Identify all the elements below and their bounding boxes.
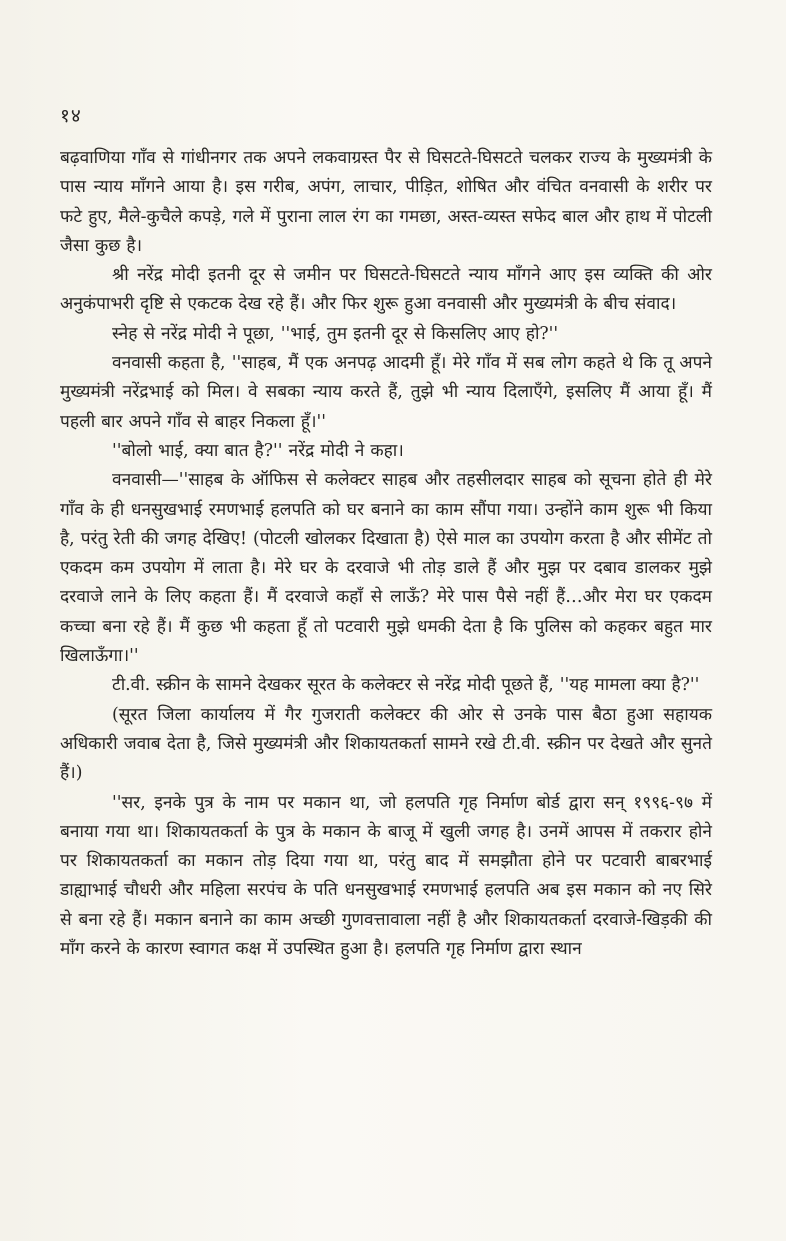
page-number: १४: [60, 105, 82, 127]
paragraph: स्नेह से नरेंद्र मोदी ने पूछा, ''भाई, तुम इतनी दूर से किसलिए आए हो?'': [112, 323, 559, 344]
paragraph: (सूरत जिला कार्यालय में गैर गुजराती कलेक्टर की ओर से उनके पास बैठा हुआ सहायक अधिकारी जवाब देता है, जिसे मुख्यमंत्री और शिकायतकर्ता सामने रखे टी.वी. स्क्रीन पर देखते और सुनते हैं।): [60, 704, 712, 784]
paragraph: ''सर, इनके पुत्र के नाम पर मकान था, जो हलपति गृह निर्माण बोर्ड द्वारा सन् १९९६-९७ में बनाया गया था। शिकायतकर्ता के पुत्र के मकान के बाजू में खुली जगह है। उनमें आपस में तकरार होने पर शिकायतकर्ता का मकान तोड़ दिया गया था, परंतु बाद में समझौता होने पर पटवारी बाबरभाई डाह्याभाई चौधरी और महिला सरपंच के पति धनसुखभाई रमणभाई हलपति अब इस मकान को नए सिरे से बना रहे हैं। मकान बनाने का काम अच्छी गुणवत्तावाला नहीं है और शिकायतकर्ता दरवाजे-खिड़की की माँग करने के कारण स्वागत कक्ष में उपस्थित हुआ है। हलपति गृह निर्माण द्वारा स्थान: [60, 792, 712, 960]
paragraph: श्री नरेंद्र मोदी इतनी दूर से जमीन पर घिसटते-घिसटते न्याय माँगने आए इस व्यक्ति की ओर अनुकंपाभरी दृष्टि से एकटक देख रहे हैं। और फिर शुरू हुआ वनवासी और मुख्यमंत्री के बीच संवाद।: [60, 265, 712, 315]
page-body: [60, 144, 712, 964]
paragraph: वनवासी—''साहब के ऑफिस से कलेक्टर साहब और तहसीलदार साहब को सूचना होते ही मेरे गाँव के ही धनसुखभाई रमणभाई हलपति को घर बनाने का काम सौंपा गया। उन्होंने काम शुरू भी किया है, परंतु रेती की जगह देखिए! (पोटली खोलकर दिखाता है) ऐसे माल का उपयोग करता है और सीमेंट तो एकदम कम उपयोग में लाता है। मेरे घर के दरवाजे भी तोड़ डाले हैं और मुझ पर दबाव डालकर मुझे दरवाजे लाने के लिए कहता हैं। मैं दरवाजे कहाँ से लाऊँ? मेरे पास पैसे नहीं हैं…और मेरा घर एकदम कच्चा बना रहे हैं। मैं कुछ भी कहता हूँ तो पटवारी मुझे धमकी देता है कि पुलिस को कहकर बहुत मार खिलाऊँगा।'': [60, 470, 712, 667]
paragraph: वनवासी कहता है, ''साहब, मैं एक अनपढ़ आदमी हूँ। मेरे गाँव में सब लोग कहते थे कि तू अपने मुख्यमंत्री नरेंद्रभाई को मिल। वे सबका न्याय करते हैं, तुझे भी न्याय दिलाएँगे, इसलिए मैं आया हूँ। मैं पहली बार अपने गाँव से बाहर निकला हूँ।'': [60, 353, 712, 432]
paragraph: टी.वी. स्क्रीन के सामने देखकर सूरत के कलेक्टर से नरेंद्र मोदी पूछते हैं, ''यह मामला क्या है?'': [112, 675, 700, 696]
paragraph: बढ़वाणिया गाँव से गांधीनगर तक अपने लकवाग्रस्त पैर से घिसटते-घिसटते चलकर राज्य के मुख्यमंत्री के पास न्याय माँगने आया है। इस गरीब, अपंग, लाचार, पीड़ित, शोषित और वंचित वनवासी के शरीर पर फटे हुए, मैले-कुचैले कपड़े, गले में पुराना लाल रंग का गमछा, अस्त-व्यस्त सफेद बाल और हाथ में पोटली जैसा कुछ है।: [60, 148, 712, 256]
paragraph: ''बोलो भाई, क्या बात है?'' नरेंद्र मोदी ने कहा।: [112, 440, 404, 461]
